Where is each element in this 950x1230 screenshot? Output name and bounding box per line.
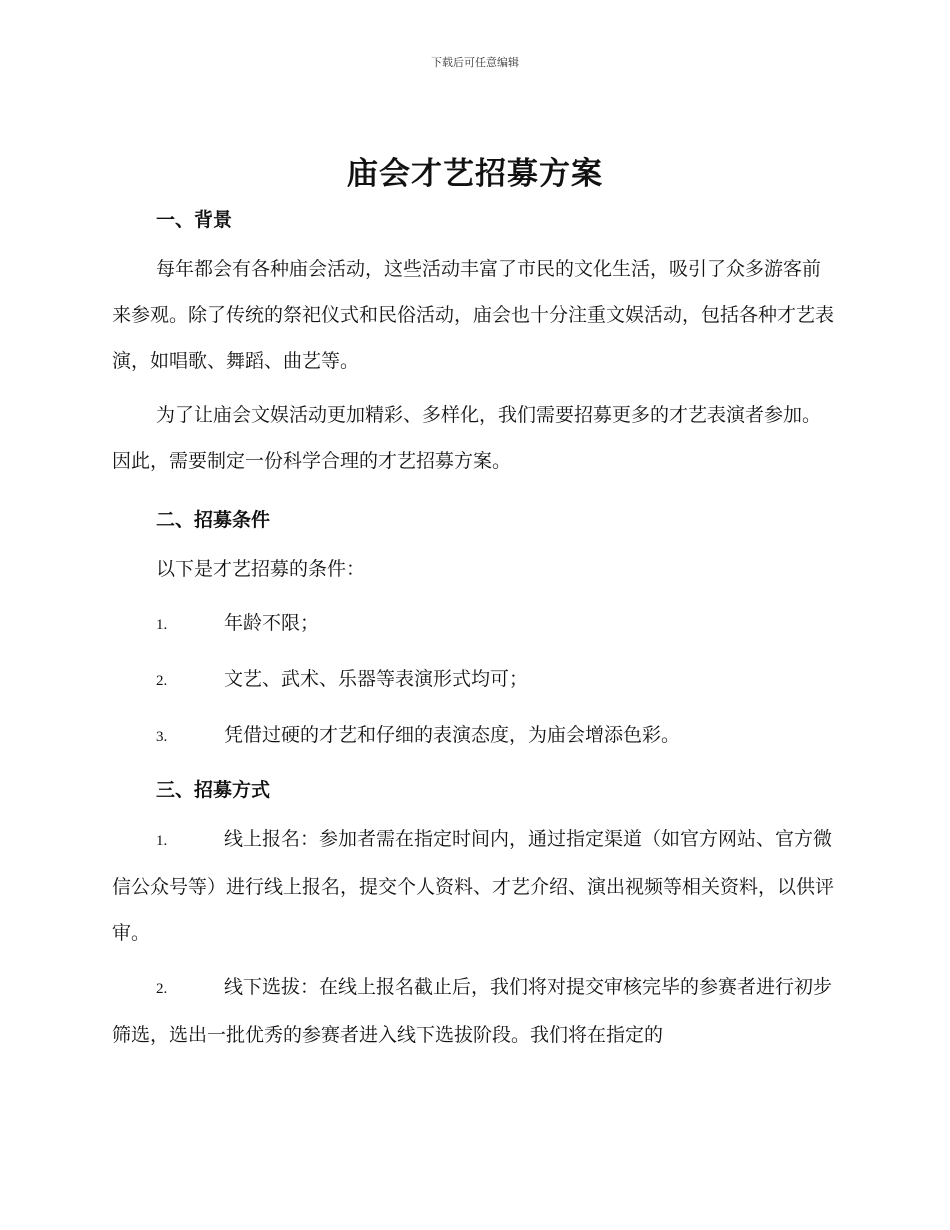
condition-item-3 <box>112 712 836 760</box>
background-paragraph-1: 每年都会有各种庙会活动，这些活动丰富了市民的文化生活，吸引了众多游客前来参观。除了传统的祭祀仪式和民俗活动，庙会也十分注重文娱活动，包括各种才艺表演，如唱歌、舞蹈、曲艺等。 <box>112 258 835 372</box>
section-heading-methods: 三、招募方式 <box>156 779 271 801</box>
list-text: 文艺、武术、乐器等表演形式均可； <box>224 668 529 690</box>
conditions-intro: 以下是才艺招募的条件： <box>156 558 366 580</box>
list-text: 凭借过硬的才艺和仔细的表演态度，为庙会增添色彩。 <box>224 724 681 746</box>
document-title: 庙会才艺招募方案 <box>347 156 603 192</box>
section-heading-background: 一、背景 <box>156 209 233 231</box>
list-number: 2. <box>156 981 168 997</box>
header-note: 下载后可任意编辑 <box>431 56 519 69</box>
list-number: 2. <box>156 673 168 689</box>
method-item-2 <box>112 964 836 1058</box>
document-body <box>112 198 836 1058</box>
method-item-1 <box>112 816 836 956</box>
list-text: 线下选拔：在线上报名截止后，我们将对提交审核完毕的参赛者进行初步筛选，选出一批优秀的参赛者进入线下选拔阶段。我们将在指定的 <box>112 976 833 1046</box>
condition-item-1 <box>112 600 836 648</box>
list-number: 3. <box>156 729 168 745</box>
condition-item-2 <box>112 656 836 704</box>
list-number: 1. <box>156 617 168 633</box>
background-paragraph-2: 为了让庙会文娱活动更加精彩、多样化，我们需要招募更多的才艺表演者参加。因此，需要制定一份科学合理的才艺招募方案。 <box>112 404 822 472</box>
section-heading-conditions: 二、招募条件 <box>156 509 271 531</box>
list-number: 1. <box>156 833 168 849</box>
list-text: 线上报名：参加者需在指定时间内，通过指定渠道（如官方网站、官方微信公众号等）进行线上报名，提交个人资料、才艺介绍、演出视频等相关资料，以供评审。 <box>112 828 835 944</box>
list-text: 年龄不限； <box>224 612 320 634</box>
